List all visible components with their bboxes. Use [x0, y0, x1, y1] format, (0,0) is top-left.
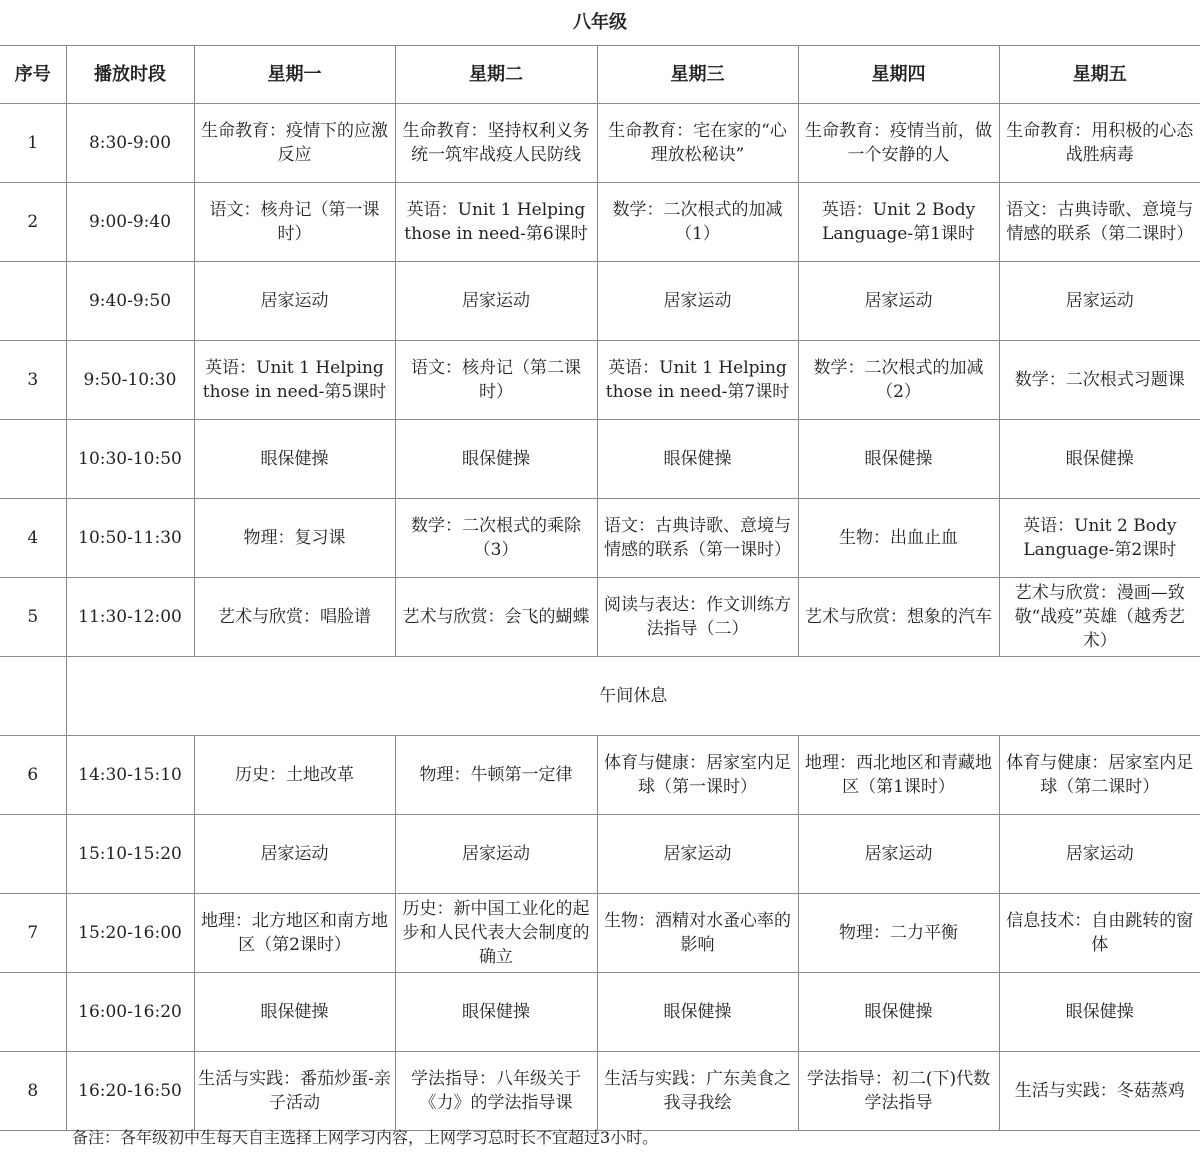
lesson-cell: 眼保健操 — [798, 420, 999, 499]
table-row — [0, 815, 1200, 894]
lesson-cell: 生命教育：宅在家的“心理放松秘诀” — [597, 104, 798, 183]
row-number: 8 — [0, 1052, 66, 1131]
lesson-cell: 数学：二次根式的加减（2） — [798, 341, 999, 420]
lesson-cell: 学法指导：初二(下)代数学法指导 — [798, 1052, 999, 1131]
footnote: 备注：各年级初中生每天自主选择上网学习内容，上网学习总时长不宜超过3小时。 — [72, 1128, 659, 1147]
title-row — [0, 0, 1200, 46]
row-number: 2 — [0, 183, 66, 262]
table-row — [0, 973, 1200, 1052]
row-number: 3 — [0, 341, 66, 420]
lesson-cell: 历史：新中国工业化的起步和人民代表大会制度的确立 — [395, 894, 597, 973]
lesson-cell: 眼保健操 — [999, 973, 1200, 1052]
lesson-cell: 居家运动 — [597, 262, 798, 341]
row-number — [0, 420, 66, 499]
lesson-cell: 物理：复习课 — [194, 499, 395, 578]
header-wed: 星期三 — [597, 46, 798, 104]
table-row — [0, 104, 1200, 183]
lesson-cell: 居家运动 — [194, 262, 395, 341]
row-number: 4 — [0, 499, 66, 578]
lesson-cell: 英语：Unit 1 Helping those in need-第6课时 — [395, 183, 597, 262]
lesson-cell: 数学：二次根式的乘除（3） — [395, 499, 597, 578]
lesson-cell: 英语：Unit 1 Helping those in need-第7课时 — [597, 341, 798, 420]
lesson-cell: 艺术与欣赏：唱脸谱 — [194, 578, 395, 657]
lesson-cell: 信息技术：自由跳转的窗体 — [999, 894, 1200, 973]
lesson-cell: 艺术与欣赏：会飞的蝴蝶 — [395, 578, 597, 657]
lesson-cell: 居家运动 — [395, 262, 597, 341]
lesson-cell: 居家运动 — [999, 262, 1200, 341]
row-number — [0, 815, 66, 894]
row-time: 14:30-15:10 — [66, 736, 194, 815]
table-row — [0, 420, 1200, 499]
header-tue: 星期二 — [395, 46, 597, 104]
table-row — [0, 183, 1200, 262]
lesson-cell: 生活与实践：番茄炒蛋-亲子活动 — [194, 1052, 395, 1131]
lesson-cell: 地理：北方地区和南方地区（第2课时） — [194, 894, 395, 973]
lesson-cell: 居家运动 — [798, 815, 999, 894]
lesson-cell: 生物：出血止血 — [798, 499, 999, 578]
table-row — [0, 578, 1200, 657]
lesson-cell: 物理：二力平衡 — [798, 894, 999, 973]
row-time: 15:10-15:20 — [66, 815, 194, 894]
noon-break-row — [0, 657, 1200, 736]
lesson-cell: 地理：西北地区和青藏地区（第1课时） — [798, 736, 999, 815]
header-row — [0, 46, 1200, 104]
lesson-cell: 眼保健操 — [395, 420, 597, 499]
lesson-cell: 学法指导：八年级关于《力》的学法指导课 — [395, 1052, 597, 1131]
lesson-cell: 居家运动 — [798, 262, 999, 341]
lesson-cell: 英语：Unit 2 Body Language-第1课时 — [798, 183, 999, 262]
lesson-cell: 眼保健操 — [597, 973, 798, 1052]
row-time: 10:30-10:50 — [66, 420, 194, 499]
header-mon: 星期一 — [194, 46, 395, 104]
noon-blank-cell — [0, 657, 66, 736]
page-title: 八年级 — [0, 0, 1200, 46]
lesson-cell: 艺术与欣赏：漫画—致敬“战疫”英雄（越秀艺术） — [999, 578, 1200, 657]
lesson-cell: 体育与健康：居家室内足球（第二课时） — [999, 736, 1200, 815]
row-time: 11:30-12:00 — [66, 578, 194, 657]
lesson-cell: 居家运动 — [597, 815, 798, 894]
row-time: 8:30-9:00 — [66, 104, 194, 183]
lesson-cell: 阅读与表达：作文训练方法指导（二） — [597, 578, 798, 657]
lesson-cell: 生活与实践：冬菇蒸鸡 — [999, 1052, 1200, 1131]
lesson-cell: 眼保健操 — [395, 973, 597, 1052]
lesson-cell: 生活与实践：广东美食之我寻我绘 — [597, 1052, 798, 1131]
row-time: 16:20-16:50 — [66, 1052, 194, 1131]
lesson-cell: 居家运动 — [194, 815, 395, 894]
row-time: 9:50-10:30 — [66, 341, 194, 420]
lesson-cell: 生命教育：疫情当前，做一个安静的人 — [798, 104, 999, 183]
lesson-cell: 眼保健操 — [999, 420, 1200, 499]
row-time: 9:00-9:40 — [66, 183, 194, 262]
lesson-cell: 体育与健康：居家室内足球（第一课时） — [597, 736, 798, 815]
lesson-cell: 眼保健操 — [798, 973, 999, 1052]
table-row — [0, 736, 1200, 815]
row-number: 5 — [0, 578, 66, 657]
row-number: 7 — [0, 894, 66, 973]
lesson-cell: 数学：二次根式的加减（1） — [597, 183, 798, 262]
header-fri: 星期五 — [999, 46, 1200, 104]
lesson-cell: 英语：Unit 2 Body Language-第2课时 — [999, 499, 1200, 578]
lesson-cell: 语文：核舟记（第二课时） — [395, 341, 597, 420]
header-time: 播放时段 — [66, 46, 194, 104]
lesson-cell: 眼保健操 — [597, 420, 798, 499]
row-number — [0, 973, 66, 1052]
header-no: 序号 — [0, 46, 66, 104]
lesson-cell: 生命教育：坚持权利义务统一筑牢战疫人民防线 — [395, 104, 597, 183]
row-time: 16:00-16:20 — [66, 973, 194, 1052]
row-time: 15:20-16:00 — [66, 894, 194, 973]
table-row — [0, 894, 1200, 973]
lesson-cell: 数学：二次根式习题课 — [999, 341, 1200, 420]
table-row — [0, 341, 1200, 420]
row-number — [0, 262, 66, 341]
lesson-cell: 历史：土地改革 — [194, 736, 395, 815]
header-thu: 星期四 — [798, 46, 999, 104]
lesson-cell: 语文：古典诗歌、意境与情感的联系（第二课时） — [999, 183, 1200, 262]
table-row — [0, 1052, 1200, 1131]
lesson-cell: 生命教育：疫情下的应激反应 — [194, 104, 395, 183]
lesson-cell: 生命教育：用积极的心态战胜病毒 — [999, 104, 1200, 183]
noon-break-label: 午间休息 — [66, 657, 1200, 736]
lesson-cell: 眼保健操 — [194, 973, 395, 1052]
row-number: 6 — [0, 736, 66, 815]
lesson-cell: 语文：核舟记（第一课时） — [194, 183, 395, 262]
row-number: 1 — [0, 104, 66, 183]
lesson-cell: 生物：酒精对水蚤心率的影响 — [597, 894, 798, 973]
table-row — [0, 262, 1200, 341]
lesson-cell: 居家运动 — [999, 815, 1200, 894]
lesson-cell: 眼保健操 — [194, 420, 395, 499]
lesson-cell: 语文：古典诗歌、意境与情感的联系（第一课时） — [597, 499, 798, 578]
lesson-cell: 居家运动 — [395, 815, 597, 894]
table-row — [0, 499, 1200, 578]
row-time: 10:50-11:30 — [66, 499, 194, 578]
lesson-cell: 英语：Unit 1 Helping those in need-第5课时 — [194, 341, 395, 420]
row-time: 9:40-9:50 — [66, 262, 194, 341]
lesson-cell: 艺术与欣赏：想象的汽车 — [798, 578, 999, 657]
lesson-cell: 物理：牛顿第一定律 — [395, 736, 597, 815]
